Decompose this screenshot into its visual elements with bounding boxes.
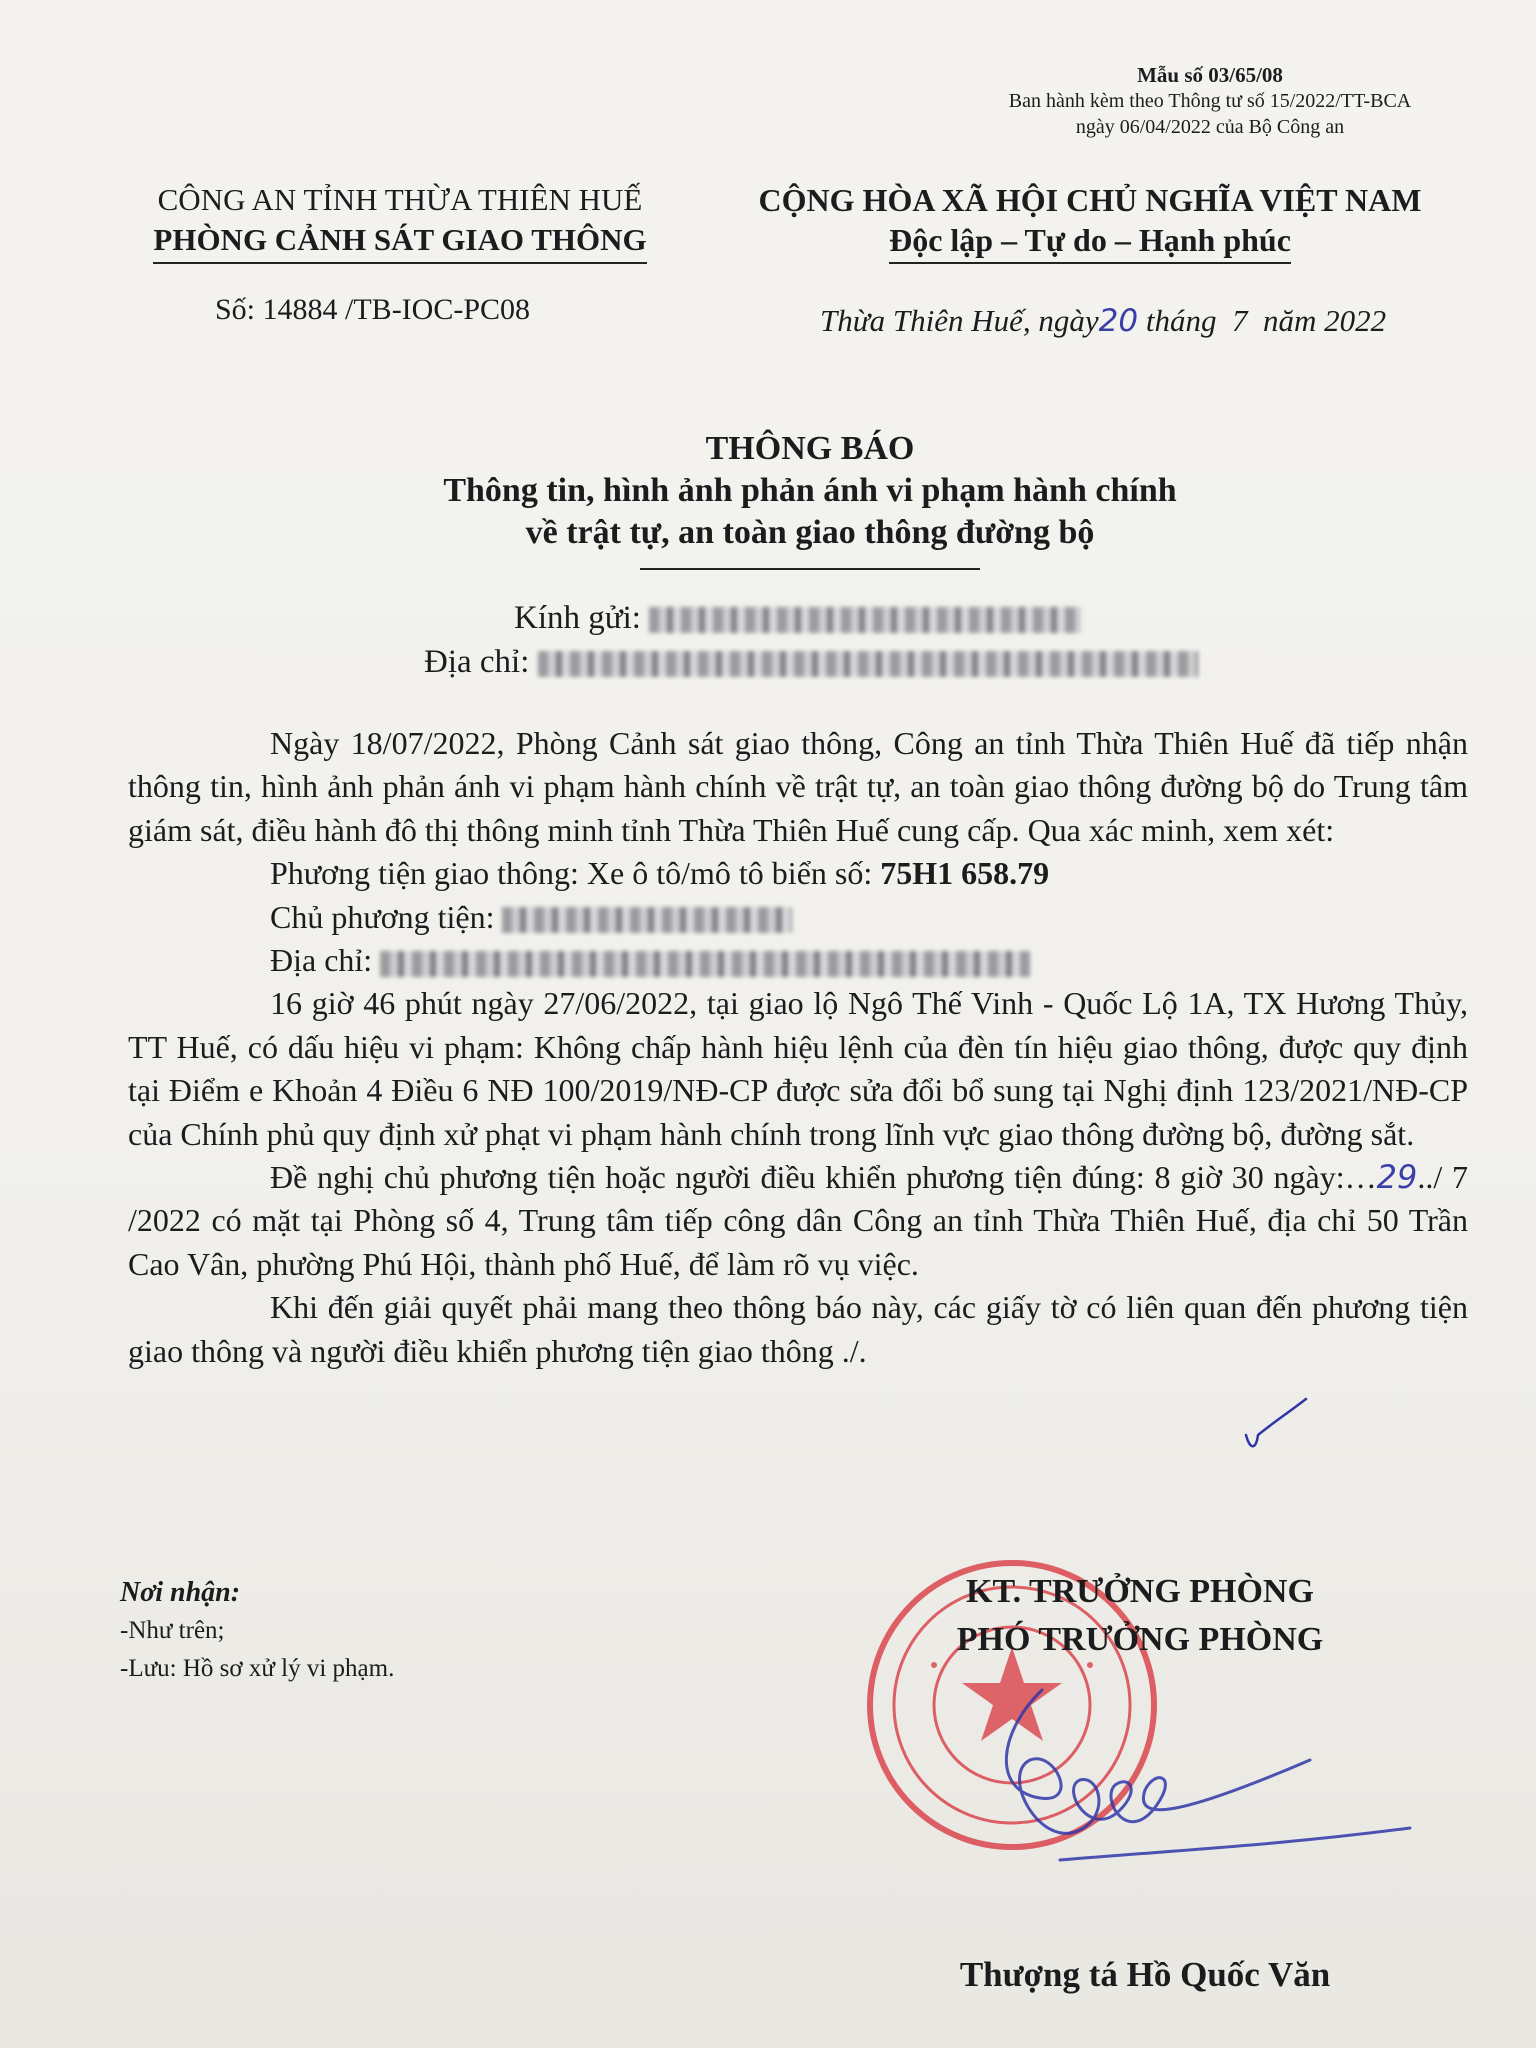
signer-name: Thượng tá Hồ Quốc Văn <box>959 1955 1331 1994</box>
agency-unit: PHÒNG CẢNH SÁT GIAO THÔNG <box>153 220 646 264</box>
redacted-owner-address <box>380 951 1030 977</box>
document-number: Số: 14884 /TB-IOC-PC08 <box>215 293 531 326</box>
form-code: Mẫu số 03/65/08 <box>1137 63 1283 87</box>
place-date <box>820 303 1386 339</box>
form-code-block <box>900 62 1520 140</box>
agency-header <box>100 180 700 264</box>
body-paragraph-2: 16 giờ 46 phút ngày 27/06/2022, tại giao lộ Ngô Thế Vinh - Quốc Lộ 1A, TX Hương Thủy, TT Huế, có dấu hiệu vi phạm: Không chấp hành hiệu lệnh của đèn tín hiệu giao thông, được quy định tại Điểm e Khoản 4 Điều 6 NĐ 100/2019/NĐ-CP được sửa đổi bổ sung tại Nghị định 123/2021/NĐ-CP của Chính phủ quy định xử phạt vi phạm hành chính trong lĩnh vực giao thông đường bộ, đường sắt. <box>128 985 1468 1152</box>
owner-line <box>128 896 1468 939</box>
national-header <box>700 180 1480 264</box>
appointment-day-handwritten: 29 <box>1376 1158 1418 1197</box>
owner-address-label: Địa chỉ: <box>270 942 373 979</box>
form-issued-line1: Ban hành kèm theo Thông tư số 15/2022/TT-BCA <box>1008 90 1412 112</box>
nation-motto: Độc lập – Tự do – Hạnh phúc <box>889 220 1291 264</box>
receivers-block <box>120 1574 394 1688</box>
recipient-address-line <box>424 640 1198 684</box>
date-month: 7 <box>1232 303 1248 338</box>
date-year: năm 2022 <box>1263 303 1387 338</box>
appointment-text-b: ../ 7 /2022 có mặt tại Phòng số 4, Trung tâm tiếp công dân Công an tỉnh Thừa Thiên Huế, địa chỉ 50 Trần Cao Vân, phường Phú Hội, thành phố Huế, để làm rõ vụ việc. <box>128 1159 1469 1282</box>
agency-parent: CÔNG AN TỈNH THỪA THIÊN HUẾ <box>157 182 643 217</box>
redacted-recipient-name <box>649 607 1081 633</box>
body-paragraph-3 <box>128 1156 1468 1286</box>
receiver-item-1: -Như trên; <box>120 1617 225 1644</box>
receiver-item-2: -Lưu: Hồ sơ xử lý vi phạm. <box>120 1655 395 1682</box>
form-issued-line2: ngày 06/04/2022 của Bộ Công an <box>1075 116 1345 138</box>
license-plate: 75H1 658.79 <box>880 855 1050 892</box>
receivers-heading: Nơi nhận: <box>120 1577 241 1608</box>
signer-title-block <box>860 1568 1420 1664</box>
notice-body <box>128 722 1468 1373</box>
body-paragraph-4: Khi đến giải quyết phải mang theo thông báo này, các giấy tờ có liên quan đến phương tiện giao thông và người điều khiển phương tiện giao thông ./. <box>128 1289 1468 1369</box>
handwritten-tick-mark <box>1240 1395 1310 1455</box>
date-prefix: Thừa Thiên Huế, ngày <box>820 303 1099 338</box>
title-rule <box>640 568 980 570</box>
signer-line1: KT. TRƯỞNG PHÒNG <box>966 1573 1314 1610</box>
body-paragraph-1: Ngày 18/07/2022, Phòng Cảnh sát giao thông, Công an tỉnh Thừa Thiên Huế đã tiếp nhận thông tin, hình ảnh phản ánh vi phạm hành chính về trật tự, an toàn giao thông đường bộ do Trung tâm giám sát, điều hành đô thị thông minh tỉnh Thừa Thiên Huế cung cấp. Qua xác minh, xem xét: <box>128 725 1468 848</box>
recipient-label: Kính gửi: <box>514 600 641 636</box>
date-month-label: tháng <box>1145 303 1217 338</box>
redacted-owner-name <box>502 907 792 933</box>
nation-name: CỘNG HÒA XÃ HỘI CHỦ NGHĨA VIỆT NAM <box>758 182 1422 218</box>
handwritten-signature <box>930 1680 1430 1900</box>
redacted-recipient-address <box>538 651 1198 677</box>
title-main: THÔNG BÁO <box>705 430 915 467</box>
vehicle-line <box>128 852 1468 895</box>
owner-address-line <box>128 939 1468 982</box>
owner-label: Chủ phương tiện: <box>270 898 495 935</box>
vehicle-label: Phương tiện giao thông: Xe ô tô/mô tô biển số: <box>270 855 873 892</box>
notice-title <box>360 428 1260 570</box>
title-line1: Thông tin, hình ảnh phản ánh vi phạm hành chính <box>443 472 1177 509</box>
appointment-text-a: Đề nghị chủ phương tiện hoặc người điều khiển phương tiện đúng: 8 giờ 30 ngày:… <box>270 1159 1377 1196</box>
date-day-handwritten: 20 <box>1098 303 1139 339</box>
recipient-address-label: Địa chỉ: <box>424 644 530 680</box>
recipient-line <box>514 596 1081 640</box>
title-line2: về trật tự, an toàn giao thông đường bộ <box>525 514 1095 551</box>
signer-line2: PHÓ TRƯỞNG PHÒNG <box>956 1621 1324 1658</box>
